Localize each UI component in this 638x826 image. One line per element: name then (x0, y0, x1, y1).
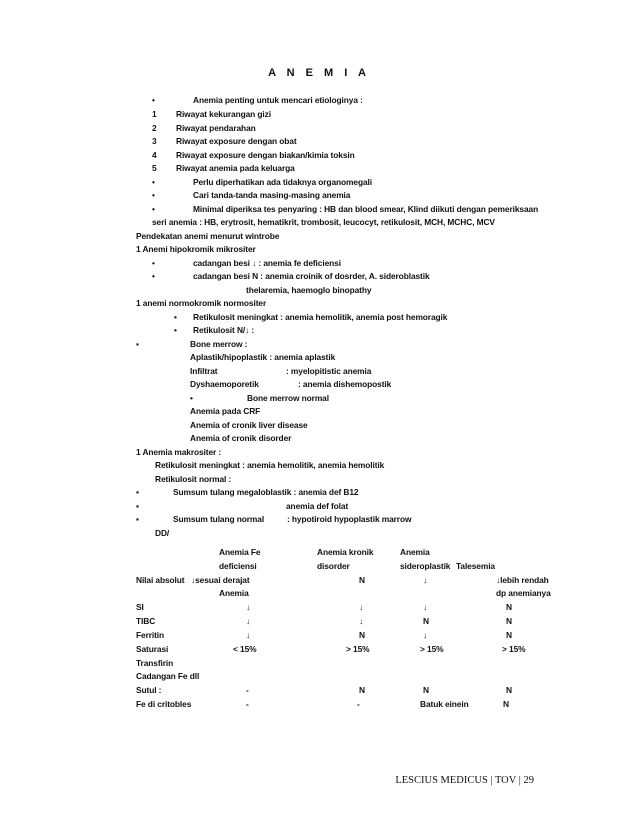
table-cell: ↓ (423, 602, 428, 613)
table-cell: Anemia (219, 588, 249, 599)
bullet-marker: • (174, 325, 177, 336)
text-line: Riwayat exposure dengan biakan/kimia toksin (176, 149, 355, 160)
text-line: Riwayat kekurangan gizi (176, 109, 271, 120)
table-cell: sideroplastik (400, 560, 451, 571)
bullet-marker: • (152, 271, 155, 282)
table-cell: ↓sesuai derajat (191, 574, 250, 585)
text-line: 1 Anemi hipokromik mikrositer (136, 244, 256, 255)
text-line: thelaremia, haemoglo binopathy (246, 284, 372, 295)
text-line: DD/ (155, 528, 170, 538)
table-cell: Saturasi (136, 643, 169, 654)
text-line: Anemia of cronik liver disease (190, 419, 308, 430)
table-cell: Transfirin (136, 657, 174, 668)
table-cell: Anemia Fe (219, 547, 261, 557)
text-line: anemia def folat (286, 500, 349, 511)
bullet-marker: • (152, 190, 155, 201)
bullet-marker: • (152, 176, 155, 187)
table-cell: N (503, 699, 509, 709)
table-cell: Anemia kronik (317, 547, 374, 557)
bullet-marker: ▪ (136, 487, 139, 498)
table-cell: ↓ (246, 629, 251, 640)
table-cell: > 15% (420, 643, 444, 654)
text-line: cadangan besi N : anemia croinik of dosrder, A. sideroblastik (193, 271, 430, 282)
text-line: Retikulosit meningkat : anemia hemolitik, anemia post hemoragik (193, 311, 448, 322)
text-line: 1 anemi normokromik normositer (136, 298, 267, 309)
table-cell: Talesemia (456, 560, 495, 571)
text-line: Anemia penting untuk mencari etiologinya : (193, 95, 363, 105)
table-cell: N (506, 616, 512, 627)
table-cell: N (506, 629, 512, 640)
table-cell: > 15% (346, 643, 370, 654)
text-line: Bone merrow : (190, 338, 248, 349)
text-line: Sumsum tulang megaloblastik : anemia def B12 (173, 487, 359, 498)
table-cell: ↓ (423, 629, 428, 640)
table-cell: dp anemianya (496, 588, 551, 599)
table-cell: N (423, 685, 429, 696)
text-line: Anemia of cronik disorder (190, 433, 292, 444)
table-cell: Batuk einein (420, 699, 469, 709)
table-cell: TIBC (136, 616, 156, 627)
bullet-marker: • (152, 95, 155, 105)
text-line: cadangan besi ↓ : anemia fe deficiensi (193, 257, 341, 268)
table-cell: deficiensi (219, 560, 257, 571)
table-cell: ↓ (359, 616, 364, 627)
text-line: 2 (152, 122, 157, 133)
text-line: Riwayat pendarahan (176, 122, 256, 133)
bullet-marker: ▪ (136, 500, 139, 511)
text-line: Anemia pada CRF (190, 406, 261, 417)
text-line: Riwayat anemia pada keluarga (176, 163, 295, 174)
text-line: Retikulosit meningkat : anemia hemolitik, anemia hemolitik (155, 460, 385, 471)
text-line: 1 (152, 109, 157, 120)
text-line: Pendekatan anemi menurut wintrobe (136, 230, 280, 241)
table-cell: < 15% (233, 643, 257, 654)
text-line: 3 (152, 136, 157, 147)
table-cell: ↓ (423, 574, 428, 585)
bullet-marker: • (152, 257, 155, 268)
table-cell: N (506, 685, 512, 696)
text-line: Dyshaemoporetik (190, 379, 259, 390)
text-line: Perlu diperhatikan ada tidaknya organomegali (193, 176, 372, 187)
table-cell: N (506, 602, 512, 613)
text-line: Retikulosit N/↓ : (193, 325, 255, 336)
table-cell: ↓ (359, 602, 364, 613)
table-cell: N (359, 574, 365, 585)
table-cell: disorder (317, 560, 350, 571)
text-line: Bone merrow normal (247, 392, 329, 403)
text-line: 1 Anemia makrositer : (136, 446, 222, 457)
text-line: 5 (152, 163, 157, 174)
text-line: : anemia dishemopostik (298, 379, 392, 390)
text-line: : myelopitistic anemia (286, 365, 372, 376)
table-cell: N (359, 629, 365, 640)
text-line: Infiltrat (190, 365, 218, 376)
text-line: Minimal diperiksa tes penyaring : HB dan blood smear, Klind diikuti dengan pemeriksaan (193, 203, 539, 214)
text-line: seri anemia : HB, erytrosit, hematikrit, trombosit, leucocyt, retikulosit, MCH, MCHC, MCV (152, 217, 495, 228)
table-cell: Nilai absolut (136, 574, 185, 585)
table-cell: Fe di critobles (136, 699, 192, 709)
table-cell: SI (136, 602, 144, 613)
table-cell: - (357, 699, 360, 709)
bullet-marker: • (190, 392, 193, 403)
text-line: Sumsum tulang normal (173, 514, 265, 525)
table-cell: N (423, 616, 429, 627)
text-line: Cari tanda-tanda masing-masing anemia (193, 190, 351, 201)
text-line: Riwayat exposure dengan obat (176, 136, 297, 147)
page-title: A N E M I A (268, 67, 370, 79)
table-cell: > 15% (502, 643, 526, 654)
table-cell: Sutul : (136, 685, 162, 696)
table-cell: Anemia (400, 547, 430, 557)
table-cell: Cadangan Fe dll (136, 671, 200, 682)
table-cell: N (359, 685, 365, 696)
table-cell: ↓lebih rendah (496, 574, 549, 585)
bullet-marker: ▪ (136, 514, 139, 525)
table-cell: ↓ (246, 616, 251, 627)
bullet-marker: • (174, 311, 177, 322)
text-line: : hypotiroid hypoplastik marrow (287, 514, 412, 525)
text-line: Retikulosit normal : (155, 473, 232, 484)
text-line: 4 (152, 149, 157, 160)
table-cell: - (246, 685, 249, 696)
bullet-marker: ▪ (136, 338, 139, 349)
table-cell: - (246, 699, 249, 709)
table-cell: ↓ (246, 602, 251, 613)
table-cell: Ferritin (136, 629, 165, 640)
text-line: Aplastik/hipoplastik : anemia aplastik (190, 352, 336, 363)
bullet-marker: • (152, 203, 155, 214)
page-footer: LESCIUS MEDICUS | TOV | 29 (395, 775, 534, 786)
